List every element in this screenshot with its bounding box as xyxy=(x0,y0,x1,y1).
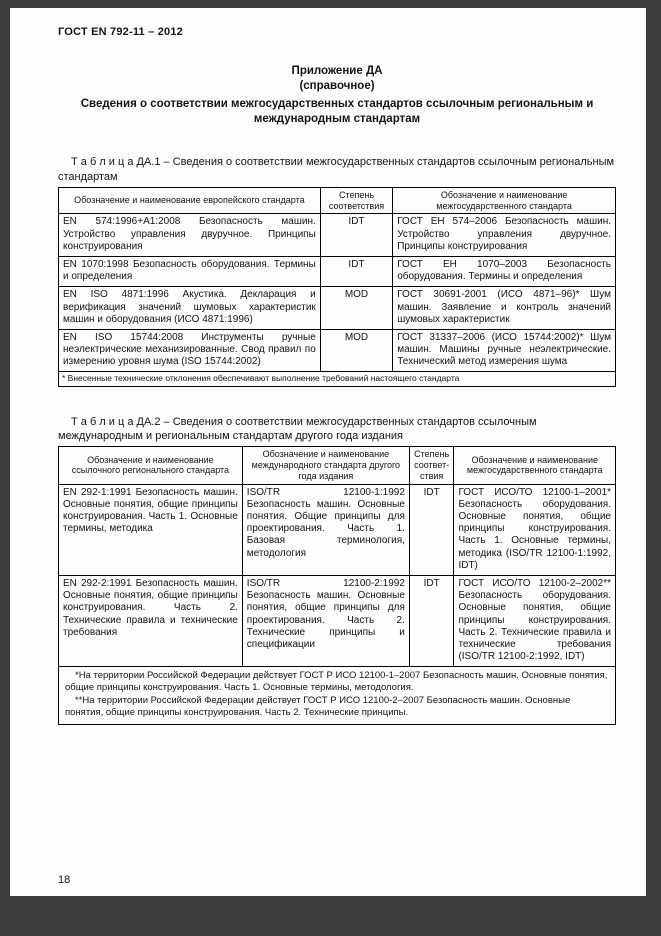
cell-regional-standard: EN 292-2:1991 Безопасность машин. Основные понятия, общие принципы конструирования. Часть 2. Технические правила и технические требования xyxy=(59,575,243,666)
table2-caption: Т а б л и ц а ДА.2 – Сведения о соответствии межгосударственных стандартов ссылочным международным и региональным стандартам другого года издания xyxy=(58,415,537,442)
document-page xyxy=(10,8,646,896)
table1-row-1 xyxy=(59,214,616,257)
appendix-heading: Сведения о соответствии межгосударственных стандартов ссылочным региональным и международным стандартам xyxy=(80,97,594,126)
doc-header: ГОСТ EN 792-11 – 2012 xyxy=(58,26,183,38)
cell-degree: IDT xyxy=(320,214,392,257)
table1-footnote-row xyxy=(59,372,616,386)
cell-international-standard: ISO/TR 12100-2:1992 Безопасность машин. Основные понятия, общие принципы для проектирования. Часть 2. Технические принципы и спецификации xyxy=(242,575,409,666)
cell-interstate-standard: ГОСТ 31337–2006 (ИСО 15744:2002)* Шум машин. Машины ручные неэлектрические. Технический метод измерения шума xyxy=(393,329,616,372)
cell-interstate-standard: ГОСТ 30691-2001 (ИСО 4871–96)* Шум машин. Заявление и контроль значений шумовых характеристик xyxy=(393,287,616,330)
table2-footnote-2: **На территории Российской Федерации действует ГОСТ Р ИСО 12100-2–2007 Безопасность машин. Основные понятия, общие принципы конструирования. Часть 2. Технические принципы. xyxy=(65,694,571,718)
cell-degree: IDT xyxy=(409,575,454,666)
table1-row-4 xyxy=(59,329,616,372)
cell-interstate-standard: ГОСТ ИСО/ТО 12100-1–2001* Безопасность оборудования. Основные понятия, общие принципы конструирования. Часть 1. Основные термины, методика (ISO/TR 12100-1:1992, IDT) xyxy=(454,484,616,575)
appendix-type-label: (справочное) xyxy=(299,79,375,92)
table2-footnote-1: *На территории Российской Федерации действует ГОСТ Р ИСО 12100-1–2007 Безопасность машин. Основные понятия, общие принципы конструирования. Часть 1. Основные термины, методология. xyxy=(65,670,608,694)
table1-header-interstate-standard: Обозначение и наименование межгосударственного стандарта xyxy=(393,187,616,214)
table1-header-degree: Степень соответствия xyxy=(320,187,392,214)
table2-row-1 xyxy=(59,484,616,575)
cell-interstate-standard: ГОСТ ЕН 574–2006 Безопасность машин. Устройство управления двуручное. Принципы конструирования xyxy=(393,214,616,257)
table2-header-degree: Степень соответствия xyxy=(409,447,454,484)
page-number: 18 xyxy=(58,874,71,886)
table2-header-international-standard: Обозначение и наименование международного стандарта другого года издания xyxy=(242,447,409,484)
cell-european-standard: EN ISO 4871:1996 Акустика. Декларация и верификация значений шумовых характеристик машин и оборудования (ИСО 4871:1996) xyxy=(59,287,321,330)
table1-row-2 xyxy=(59,256,616,286)
table2-header-interstate-standard: Обозначение и наименование межгосударственного стандарта xyxy=(454,447,616,484)
table1-header-row xyxy=(59,187,616,214)
table1 xyxy=(58,187,616,387)
table2-footnotes-row xyxy=(59,667,616,725)
table1-footnote: * Внесенные технические отклонения обеспечивают выполнение требований настоящего стандарта xyxy=(59,372,616,386)
appendix-title: Приложение ДА xyxy=(291,65,383,77)
table2-header-regional-standard: Обозначение и наименование ссылочного регионального стандарта xyxy=(59,447,243,484)
table1-row-3 xyxy=(59,287,616,330)
cell-interstate-standard: ГОСТ ИСО/ТО 12100-2–2002** Безопасность оборудования. Основные понятия, общие принципы конструирования. Часть 2. Технические правила и технические требования (ISO/TR 12100-2:1992, IDT) xyxy=(454,575,616,666)
table2-row-2 xyxy=(59,575,616,666)
cell-interstate-standard: ГОСТ ЕН 1070–2003 Безопасность оборудования. Термины и определения xyxy=(393,256,616,286)
cell-degree: MOD xyxy=(320,287,392,330)
cell-european-standard: EN ISO 15744:2008 Инструменты ручные неэлектрические механизированные. Свод правил по измерению уровня шума (ISO 15744:2002) xyxy=(59,329,321,372)
cell-european-standard: EN 1070:1998 Безопасность оборудования. Термины и определения xyxy=(59,256,321,286)
cell-regional-standard: EN 292-1:1991 Безопасность машин. Основные понятия, общие принципы конструирования. Часть 1. Основные термины, методика xyxy=(59,484,243,575)
table2-footnotes xyxy=(59,667,616,725)
cell-degree: IDT xyxy=(320,256,392,286)
cell-international-standard: ISO/TR 12100-1:1992 Безопасность машин. Основные понятия. Общие принципы для проектирования. Часть 1. Базовая терминология, методология xyxy=(242,484,409,575)
cell-degree: IDT xyxy=(409,484,454,575)
cell-degree: MOD xyxy=(320,329,392,372)
table1-caption: Т а б л и ц а ДА.1 – Сведения о соответствии межгосударственных стандартов ссылочным региональным стандартам xyxy=(58,156,615,183)
table1-header-european-standard: Обозначение и наименование европейского стандарта xyxy=(59,187,321,214)
table2-header-row xyxy=(59,447,616,484)
table2 xyxy=(58,446,616,725)
cell-european-standard: EN 574:1996+А1:2008 Безопасность машин. Устройство управления двуручное. Принципы конструирования xyxy=(59,214,321,257)
